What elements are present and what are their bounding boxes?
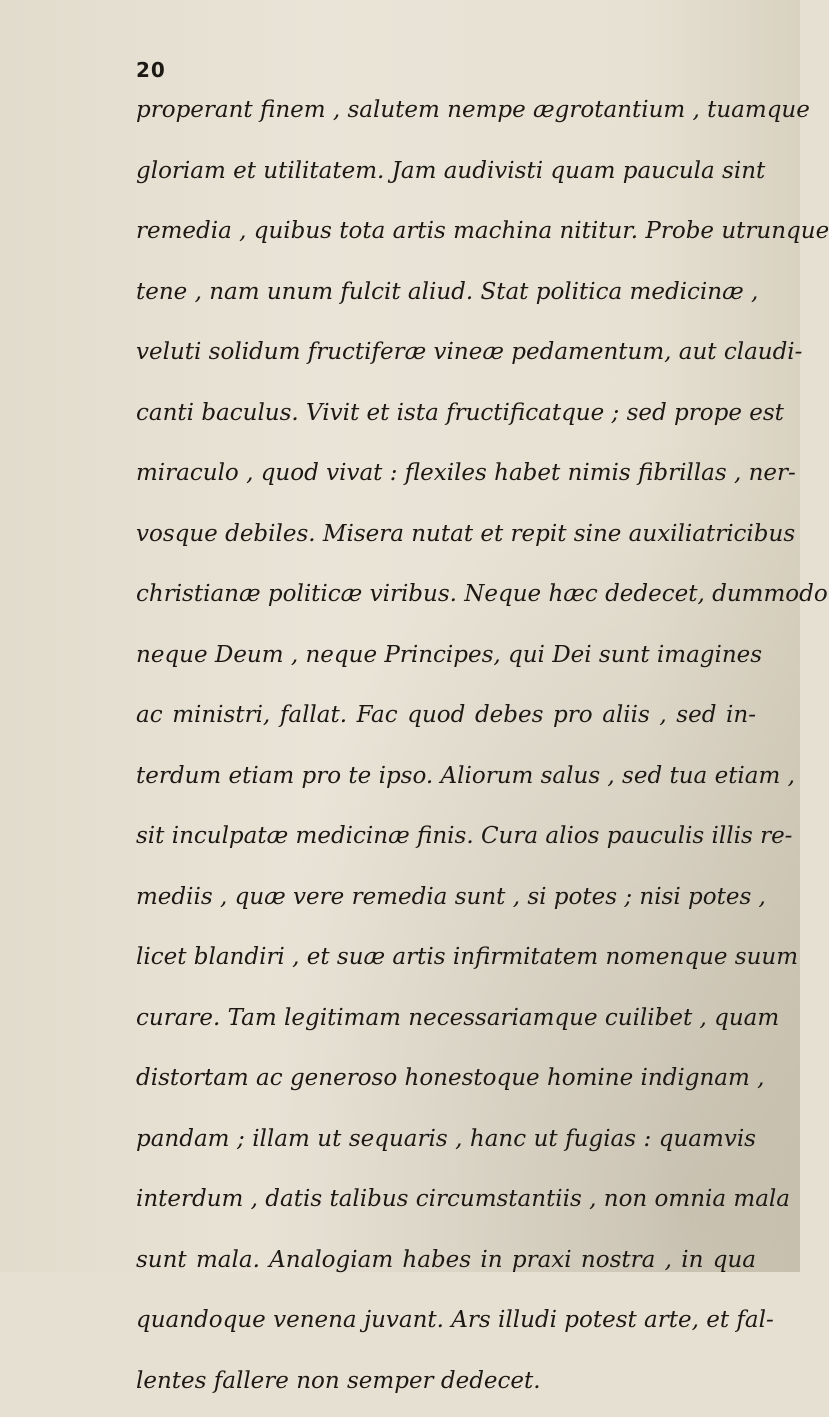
text-line-last: lentes fallere non semper dedecet.: [136, 1357, 756, 1417]
text-line: licet blandiri , et suæ artis infirmitatem nomenque suum: [136, 933, 756, 994]
text-line: miraculo , quod vivat : flexiles habet nimis fibrillas , ner-: [136, 449, 756, 510]
text-line: veluti solidum fructiferæ vineæ pedamentum, aut claudi-: [136, 328, 756, 389]
text-line: sunt mala. Analogiam habes in praxi nostra , in qua: [136, 1236, 756, 1297]
text-line: properant finem , salutem nempe ægrotantium , tuamque: [136, 86, 756, 147]
text-line: distortam ac generoso honestoque homine indignam ,: [136, 1054, 756, 1115]
text-line: neque Deum , neque Principes, qui Dei sunt imagines: [136, 631, 756, 692]
text-line: ac ministri, fallat. Fac quod debes pro aliis , sed in-: [136, 691, 756, 752]
text-line: terdum etiam pro te ipso. Aliorum salus , sed tua etiam ,: [136, 752, 756, 813]
text-line: quandoque venena juvant. Ars illudi potest arte, et fal-: [136, 1296, 756, 1357]
text-line: interdum , datis talibus circumstantiis , non omnia mala: [136, 1175, 756, 1236]
text-line: gloriam et utilitatem. Jam audivisti quam paucula sint: [136, 147, 756, 208]
text-line: vosque debiles. Misera nutat et repit sine auxiliatricibus: [136, 510, 756, 571]
text-line: remedia , quibus tota artis machina nititur. Probe utrunque: [136, 207, 756, 268]
text-line: tene , nam unum fulcit aliud. Stat politica medicinæ ,: [136, 268, 756, 329]
text-line: pandam ; illam ut sequaris , hanc ut fugias : quamvis: [136, 1115, 756, 1176]
page-number: 20: [136, 58, 166, 82]
body-text: [136, 86, 756, 1417]
text-line: canti baculus. Vivit et ista fructificatque ; sed prope est: [136, 389, 756, 450]
text-line: sit inculpatæ medicinæ finis. Cura alios pauculis illis re-: [136, 812, 756, 873]
text-line: christianæ politicæ viribus. Neque hæc dedecet, dummodo: [136, 570, 756, 631]
text-line: curare. Tam legitimam necessariamque cuilibet , quam: [136, 994, 756, 1055]
text-line: mediis , quæ vere remedia sunt , si potes ; nisi potes ,: [136, 873, 756, 934]
